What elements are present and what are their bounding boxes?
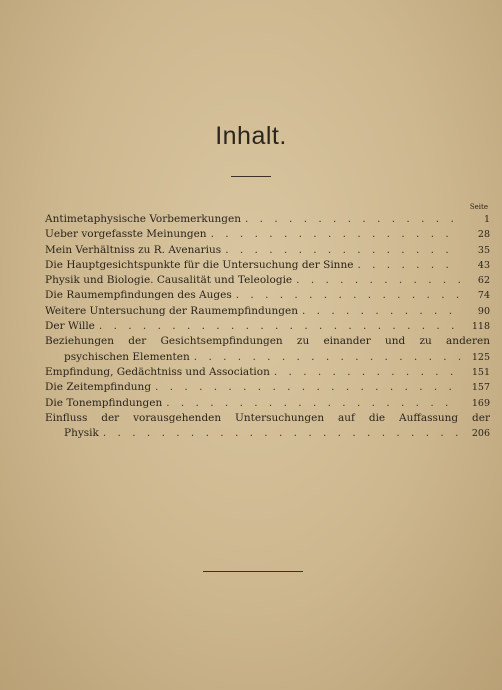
leader-dots: [302, 304, 460, 319]
toc-entry-title: Physik und Biologie. Causalität und Teleologie: [45, 274, 293, 287]
toc-entry-title: Die Raumempfindungen des Auges: [45, 289, 232, 302]
toc-entry-title: Der Wille: [45, 320, 95, 333]
toc-entry-page: 43: [477, 259, 490, 271]
leader-dots: [99, 319, 460, 334]
toc-entry: [45, 411, 490, 442]
toc-entry-page: 157: [471, 382, 490, 394]
table-of-contents: [45, 212, 490, 441]
toc-entry: [45, 396, 490, 411]
leader-dots: [194, 350, 460, 365]
leader-dots: [274, 365, 460, 380]
toc-entry-page: 206: [471, 428, 490, 440]
toc-entry: [45, 304, 490, 319]
toc-entry-page: 62: [477, 275, 490, 287]
seite-label: Seite: [469, 203, 488, 211]
toc-entry-page: 90: [477, 305, 490, 317]
toc-entry-title: Ueber vorgefasste Meinungen: [45, 228, 207, 241]
leader-dots: [166, 396, 460, 411]
toc-entry: [45, 319, 490, 334]
toc-entry-title-line1: Einfluss der vorausgehenden Untersuchungen auf die Auffassung der: [45, 411, 490, 424]
leader-dots: [211, 227, 460, 242]
toc-entry-title-line1: Beziehungen der Gesichtsempfindungen zu einander und zu anderen: [45, 335, 490, 348]
toc-entry-title: Antimetaphysische Vorbemerkungen: [45, 213, 241, 225]
toc-entry-title-line2: psychischen Elementen: [64, 350, 190, 363]
toc-entry-page: 1: [483, 214, 490, 225]
toc-entry-page: 74: [477, 290, 490, 302]
leader-dots: [236, 288, 460, 303]
leader-dots: [357, 258, 460, 273]
toc-entry-page: 35: [477, 244, 490, 256]
toc-entry-page: 151: [471, 366, 490, 378]
toc-entry-title: Die Zeitempfindung: [45, 381, 152, 394]
toc-entry: [45, 288, 490, 303]
leader-dots: [103, 426, 460, 441]
toc-entry: [45, 365, 490, 380]
toc-entry-title: Mein Verhältniss zu R. Avenarius: [45, 243, 222, 256]
leader-dots: [245, 212, 460, 227]
toc-entry-title: Die Hauptgesichtspunkte für die Untersuchung der Sinne: [45, 258, 354, 271]
toc-entry-title: Empfindung, Gedächtniss und Association: [45, 365, 270, 378]
toc-entry: [45, 380, 490, 395]
toc-entry-page: 118: [471, 321, 490, 333]
toc-entry-page: 125: [471, 351, 490, 363]
toc-entry: [45, 227, 490, 242]
leader-dots: [296, 273, 460, 288]
toc-entry-title: Die Tonempfindungen: [45, 396, 163, 409]
toc-entry: [45, 243, 490, 258]
leader-dots: [155, 380, 460, 395]
toc-entry: [45, 273, 490, 288]
bottom-divider: [203, 571, 303, 572]
title-divider: [231, 176, 271, 177]
toc-entry-title-line2: Physik: [64, 427, 99, 440]
toc-entry-page: 28: [477, 229, 490, 241]
leader-dots: [225, 243, 460, 258]
toc-entry-page: 169: [471, 397, 490, 409]
page-title: Inhalt.: [215, 122, 287, 150]
toc-entry: [45, 258, 490, 273]
toc-entry: [45, 334, 490, 365]
toc-entry: [45, 212, 490, 227]
toc-entry-title: Weitere Untersuchung der Raumempfindungen: [45, 304, 298, 317]
